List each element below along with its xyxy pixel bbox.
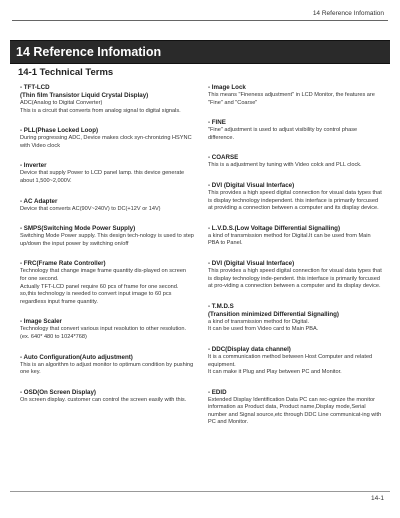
term-entry: [208, 154, 382, 170]
term-title: - T.M.D.S: [208, 302, 234, 310]
term-entry: [208, 303, 382, 334]
right-column: [208, 84, 382, 439]
term-title: - COARSE: [208, 154, 239, 162]
term-subtitle: (Transition minimized Differential Signalling): [208, 310, 339, 318]
term-entry: [20, 354, 194, 377]
term-entry: [20, 260, 194, 306]
term-title: - DDC(Display data channel): [208, 345, 291, 353]
term-title: - PLL(Phase Locked Loop): [20, 127, 99, 135]
term-description: Device that converts AC(90V~240V) to DC(+12V or 14V): [20, 205, 161, 212]
term-title: - EDID: [208, 388, 227, 396]
term-entry: [208, 225, 382, 248]
term-title: - Image Lock: [208, 84, 246, 91]
page-title: 14 Reference Infomation: [16, 45, 162, 59]
term-description: a kind of transmission method for Digital. It can be used from Video card to Main PBA.: [208, 318, 319, 333]
term-description: Technology that convert various input resolution to other resolution.(ex. 640* 480 to 1024*768): [20, 326, 187, 340]
term-description: It is a communication method between Host Computer and related equipment. It can make it Plug and Play between PC and Monitor.: [208, 353, 373, 376]
term-title: - AC Adapter: [20, 197, 58, 205]
term-entry: [20, 162, 194, 185]
title-band: [10, 40, 390, 64]
term-title: - L.V.D.S.(Low Voltage Differential Signalling): [208, 224, 341, 232]
header-section-tab: 14 Reference Infomation: [312, 10, 384, 17]
term-description: This provides a high speed digital connection for visual data types that is display technology independent. this interface is primarily forcused at providing a connection between a computer and its display device.: [208, 189, 382, 212]
footer-rule: [10, 491, 390, 492]
term-entry: [20, 198, 194, 214]
term-title: - Inverter: [20, 162, 47, 170]
term-description: ADC(Analog to Digital Converter) This is a circuit that converts from analog signal to digital signals.: [20, 100, 181, 114]
term-entry: [20, 127, 194, 150]
term-description: Switching Mode Power supply. This design tech-nology is used to step up/down the input power by switching on/off: [20, 233, 194, 247]
page-number: 14-1: [370, 495, 384, 502]
term-description: This means "Fineness adjustment" in LCD Monitor, the features are "Fine" and "Coarse": [208, 92, 375, 106]
term-entry: [208, 389, 382, 427]
term-description: Technology that change image frame quantity dis-played on screen for one second. Actually TFT-LCD panel require 60 pcs of frame for one second. so,this technology is needed to convert input image to 60 pcs regardless input frame quantity.: [20, 268, 187, 305]
term-description: a kind of transmission method for Digital.It can be used from Main PBA to Panel.: [208, 232, 371, 247]
term-description: Extended Display Identification Data PC can rec-ognize the monitor information as Product data, Product name,Display mode,Serial number and Signal source,etc through DDC Line communicat-ing with PC and Monitor.: [208, 396, 382, 426]
term-description: This is an algorithm to adjust monitor to optimum condition by pushing one key.: [20, 361, 194, 376]
term-entry: [208, 119, 382, 142]
term-entry: [20, 318, 194, 341]
term-description: "Fine" adjustment is used to adjust visibility by control phase difference.: [208, 127, 358, 141]
term-description: During progressing ADC, Device makes clock syn-chronizing HSYNC with Video clock: [20, 135, 192, 149]
term-entry: [20, 225, 194, 248]
left-column: [20, 84, 194, 416]
term-description: Device that supply Power to LCD panel lamp. this device generate about 1,500~2,000V.: [20, 170, 185, 184]
term-title: - FRC(Frame Rate Controller): [20, 260, 106, 268]
term-entry: [20, 84, 194, 115]
term-entry: [208, 84, 382, 107]
term-title: - DVI (Digital Visual Interface): [208, 181, 295, 189]
term-title: - TFT-LCD: [20, 84, 50, 91]
header-rule: [12, 20, 388, 21]
term-entry: [208, 182, 382, 213]
term-entry: [208, 260, 382, 291]
section-subtitle: 14-1 Technical Terms: [18, 67, 114, 78]
term-description: This is a adjustment by tuning with Video colck and PLL clock.: [208, 162, 362, 169]
term-title: - FINE: [208, 119, 226, 127]
term-description: On screen display. customer can control the screen easily with this.: [20, 396, 187, 403]
term-title: - DVI (Digital Visual Interface): [208, 259, 295, 267]
term-title: - Image Scaler: [20, 318, 62, 326]
term-title: - SMPS(Switching Mode Power Supply): [20, 225, 136, 233]
term-description: This provides a high speed digital connection for visual data types that is display technology inde-pendent. this interface is primarily forcused at pro-viding a connection between a computer and its display device.: [208, 267, 382, 290]
term-title: - OSD(On Screen Display): [20, 388, 96, 396]
term-title: - Auto Configuration(Auto adjustment): [20, 353, 133, 361]
term-subtitle: (Thin film Transistor Liquid Crystal Display): [20, 92, 149, 99]
term-entry: [208, 346, 382, 377]
term-entry: [20, 389, 194, 405]
